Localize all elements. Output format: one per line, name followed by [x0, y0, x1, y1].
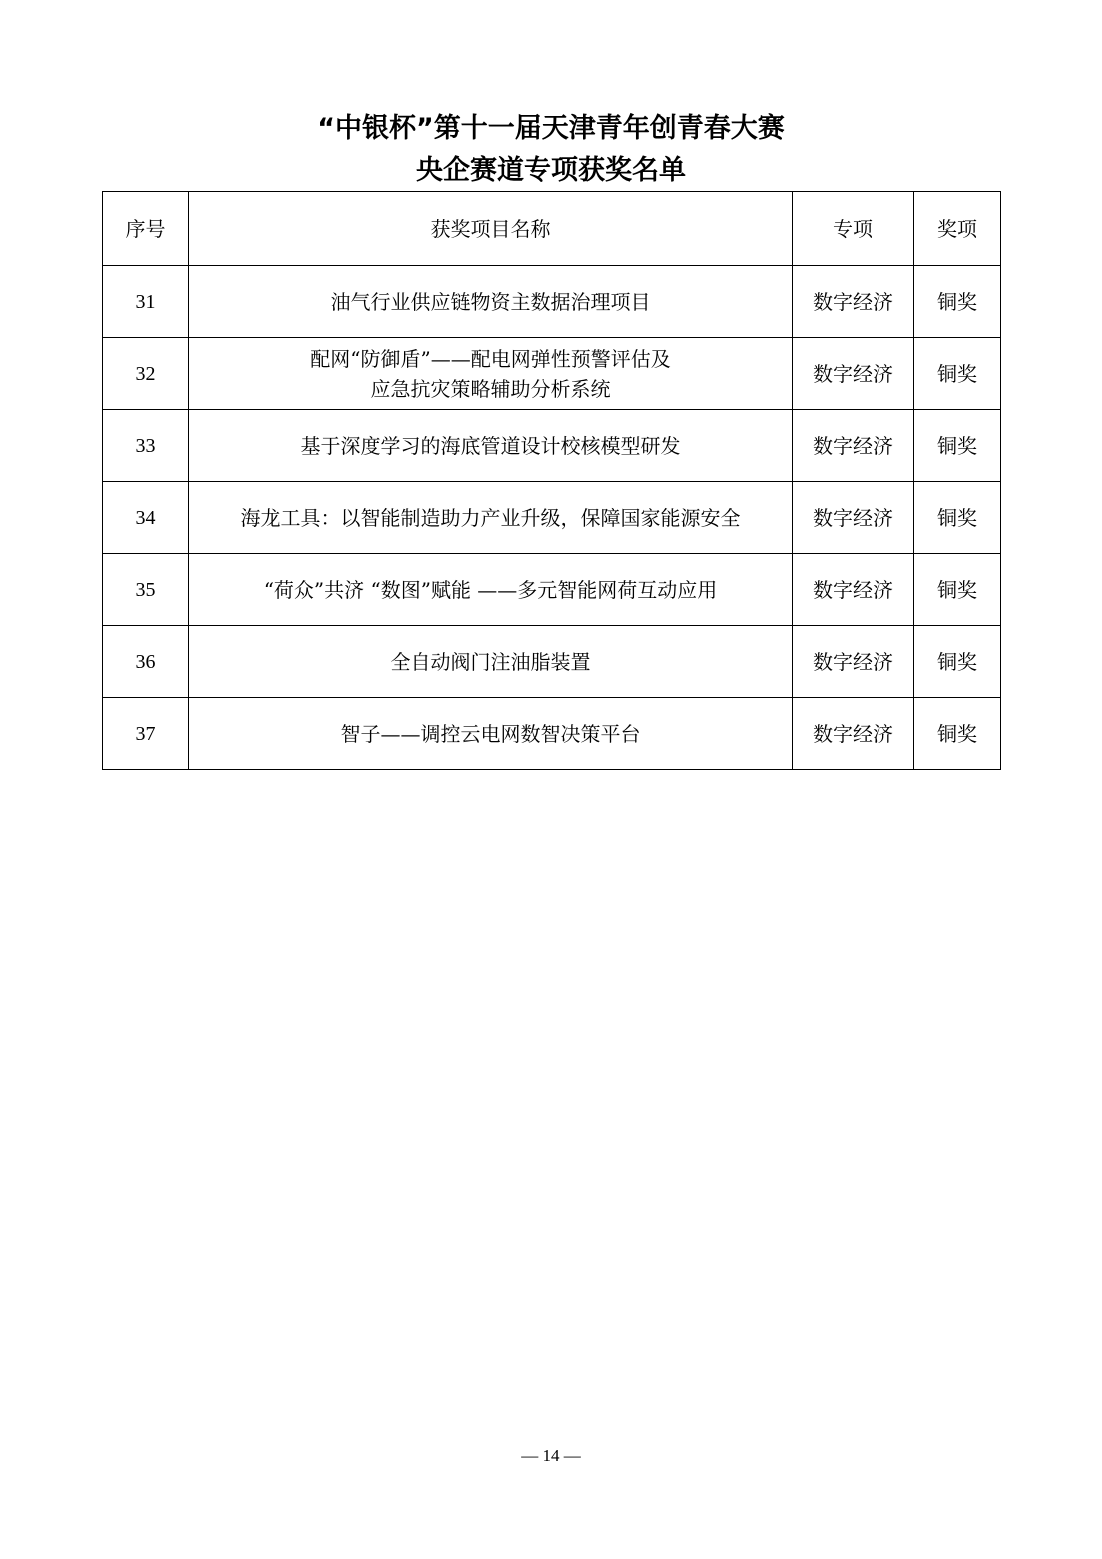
cell-category: 数字经济	[793, 698, 914, 770]
cell-project-name	[189, 554, 793, 626]
cell-award: 铜奖	[914, 338, 1001, 410]
cell-award: 铜奖	[914, 266, 1001, 338]
project-name-line: 应急抗灾策略辅助分析系统	[370, 376, 611, 401]
table-row	[103, 338, 1001, 410]
document-title: “中银杯”第十一届天津青年创青春大赛	[317, 113, 785, 144]
cell-project-name	[189, 266, 793, 338]
cell-category: 数字经济	[793, 554, 914, 626]
project-name-line: 全自动阀门注油脂装置	[390, 649, 591, 674]
cell-no: 32	[103, 338, 189, 410]
header-no: 序号	[103, 192, 189, 266]
project-name-line: 智子——调控云电网数智决策平台	[340, 721, 641, 746]
cell-award: 铜奖	[914, 698, 1001, 770]
header-category: 专项	[793, 192, 914, 266]
project-name-line: 海龙工具：以智能制造助力产业升级，保障国家能源安全	[240, 505, 741, 530]
cell-category: 数字经济	[793, 482, 914, 554]
cell-no: 34	[103, 482, 189, 554]
award-table	[102, 191, 1001, 770]
cell-award: 铜奖	[914, 410, 1001, 482]
header-project-name: 获奖项目名称	[189, 192, 793, 266]
document-subtitle: 央企赛道专项获奖名单	[416, 155, 686, 186]
cell-award: 铜奖	[914, 482, 1001, 554]
cell-no: 31	[103, 266, 189, 338]
project-name-line: 油气行业供应链物资主数据治理项目	[330, 289, 651, 314]
project-name-line: 配网“防御盾”——配电网弹性预警评估及	[310, 346, 671, 371]
cell-project-name	[189, 410, 793, 482]
page-number: — 14 —	[521, 1446, 581, 1465]
project-name-line: “荷众”共济 “数图”赋能 ——多元智能网荷互动应用	[263, 577, 718, 602]
cell-no: 35	[103, 554, 189, 626]
cell-project-name	[189, 626, 793, 698]
table-row	[103, 698, 1001, 770]
table-row	[103, 410, 1001, 482]
cell-award: 铜奖	[914, 626, 1001, 698]
cell-no: 37	[103, 698, 189, 770]
table-row	[103, 482, 1001, 554]
project-name-line: 基于深度学习的海底管道设计校核模型研发	[300, 433, 681, 458]
cell-project-name	[189, 482, 793, 554]
cell-no: 33	[103, 410, 189, 482]
cell-category: 数字经济	[793, 626, 914, 698]
cell-no: 36	[103, 626, 189, 698]
cell-award: 铜奖	[914, 554, 1001, 626]
table-row	[103, 626, 1001, 698]
cell-project-name	[189, 338, 793, 410]
header-award: 奖项	[914, 192, 1001, 266]
cell-category: 数字经济	[793, 410, 914, 482]
cell-project-name	[189, 698, 793, 770]
table-row	[103, 554, 1001, 626]
table-header-row	[103, 192, 1001, 266]
table-row	[103, 266, 1001, 338]
table-body	[103, 266, 1001, 770]
cell-category: 数字经济	[793, 266, 914, 338]
cell-category: 数字经济	[793, 338, 914, 410]
